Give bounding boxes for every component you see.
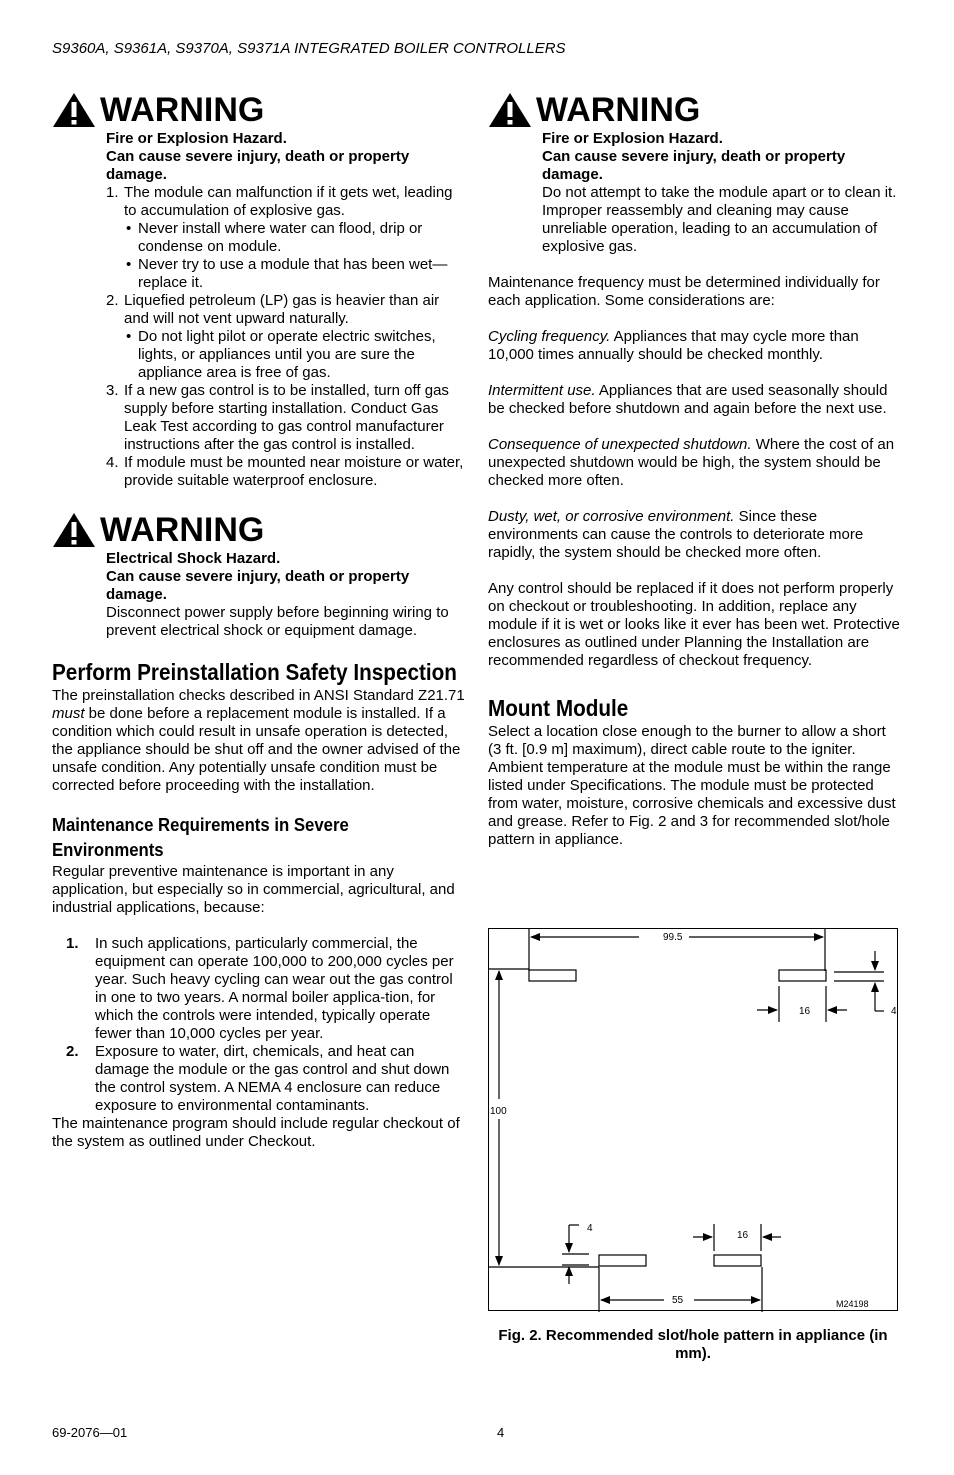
- warning-item: 3. If a new gas control is to be installed, turn off gas supply before starting installation. Conduct Gas Leak Test according to gas control manufacturer instructions after the gas control is installed.: [106, 382, 449, 453]
- hazard-line: Electrical Shock Hazard.: [106, 550, 281, 567]
- warning-title: WARNING: [100, 91, 265, 129]
- slot-pattern-drawing: [489, 929, 899, 1312]
- warning-body: [106, 130, 466, 490]
- dim-slot-bottom-label: 16: [737, 1230, 749, 1241]
- section-heading: Perform Preinstallation Safety Inspection: [52, 659, 457, 685]
- right-column: [488, 92, 902, 849]
- consideration-shutdown: Consequence of unexpected shutdown. Where the cost of an unexpected shutdown would be high, the system should be checked more often.: [488, 436, 895, 489]
- hazard-line: Fire or Explosion Hazard.: [542, 130, 723, 147]
- warning-box-electrical: [52, 512, 466, 640]
- warning-bullet: • Do not light pilot or operate electric switches, lights, or appliances until you are sure the appliance area is free of gas.: [126, 328, 436, 381]
- maintenance-item: 2. Exposure to water, dirt, chemicals, and heat can damage the module or the gas control and shut down the control system. A NEMA 4 enclosure can reduce exposure to environmental contaminants.: [66, 1043, 450, 1114]
- warning-triangle-icon: [52, 92, 96, 128]
- slot-pattern-figure: [488, 928, 898, 1311]
- warning-body: [106, 550, 466, 640]
- dim-gap-bottom-label: 4: [587, 1223, 593, 1234]
- dim-width-label: 99.5: [663, 932, 683, 943]
- warning-text: Disconnect power supply before beginning wiring to prevent electrical shock or equipment damage.: [106, 604, 449, 639]
- doc-number: 69-2076—01: [52, 1425, 128, 1440]
- warning-heading: [488, 92, 902, 128]
- warning-bullet: • Never install where water can flood, drip or condense on module.: [126, 220, 423, 255]
- warning-item: 4. If module must be mounted near moisture or water, provide suitable waterproof enclosure.: [106, 454, 464, 489]
- left-column: [52, 92, 466, 1151]
- warning-item: 1. The module can malfunction if it gets wet, leading to accumulation of explosive gas.: [106, 184, 453, 219]
- warning-box-fire: [52, 92, 466, 490]
- running-header: S9360A, S9361A, S9370A, S9371A INTEGRATED BOILER CONTROLLERS: [52, 40, 566, 57]
- preinstall-section: [52, 658, 466, 795]
- warning-text: Do not attempt to take the module apart or to clean it. Improper reassembly and cleaning may cause unreliable operation, leading to an accumulation of explosive gas.: [542, 184, 897, 255]
- dim-height-label: 100: [490, 1106, 507, 1117]
- warning-heading: [52, 92, 466, 128]
- frequency-intro: Maintenance frequency must be determined individually for each application. Some considerations are:: [488, 274, 880, 309]
- replace-paragraph: Any control should be replaced if it does not perform properly on checkout or troubleshooting. In addition, replace any module if it is wet or looks like it ever has been wet. Protective enclosures as outlined under Planning the Installation are recommended regardless of checkout frequency.: [488, 580, 900, 669]
- consequence-line: Can cause severe injury, death or property damage.: [106, 568, 410, 603]
- warning-title: WARNING: [536, 91, 701, 129]
- maintenance-item: 1. In such applications, particularly commercial, the equipment can operate 100,000 to 200,000 cycles per year. Such heavy cycling can wear out the gas control in one to two years. A normal boiler applica-tion, for which the controls were intended, typically operate fewer than 10,000 cycles per year.: [66, 935, 454, 1042]
- maintenance-outro: The maintenance program should include regular checkout of the system as outlined under Checkout.: [52, 1115, 460, 1150]
- maintenance-intro: Regular preventive maintenance is important in any application, but especially so in commercial, agricultural, and industrial applications, because:: [52, 863, 455, 916]
- warning-item: 2. Liquefied petroleum (LP) gas is heavier than air and will not vent upward naturally.: [106, 292, 440, 327]
- mount-section: [488, 694, 902, 849]
- warning-triangle-icon: [488, 92, 532, 128]
- consequence-line: Can cause severe injury, death or property damage.: [106, 148, 410, 183]
- page-number: 4: [497, 1425, 505, 1440]
- warning-triangle-icon: [52, 512, 96, 548]
- warning-heading: [52, 512, 466, 548]
- dim-slot-top-label: 16: [799, 1006, 811, 1017]
- warning-box-disassembly: [488, 92, 902, 256]
- mount-paragraph: Select a location close enough to the burner to allow a short (3 ft. [0.9 m] maximum), direct cable route to the igniter. Ambient temperature at the module must be within the range listed under Specifications. The module must be protected from water, moisture, corrosive chemicals and excessive dust and grease. Refer to Fig. 2 and 3 for recommended slot/hole pattern in appliance.: [488, 723, 896, 848]
- hazard-line: Fire or Explosion Hazard.: [106, 130, 287, 147]
- consequence-line: Can cause severe injury, death or property damage.: [542, 148, 846, 183]
- maintenance-section: [52, 813, 466, 1151]
- warning-bullet: • Never try to use a module that has been wet—replace it.: [126, 256, 448, 291]
- subsection-heading: Maintenance Requirements in Severe Environments: [52, 815, 349, 860]
- figure-caption: Fig. 2. Recommended slot/hole pattern in appliance (in mm).: [498, 1327, 888, 1362]
- consideration-intermittent: Intermittent use. Appliances that are used seasonally should be checked before shutdown and again before the next use.: [488, 382, 888, 417]
- section-heading: Mount Module: [488, 695, 629, 721]
- preinstall-paragraph: The preinstallation checks described in ANSI Standard Z21.71 must be done before a replacement module is installed. If a condition which could result in unsafe operation is detected, the appliance should be shut off and the owner advised of the unsafe condition. Any potentially unsafe condition must be corrected before proceeding with the installation.: [52, 687, 465, 794]
- warning-title: WARNING: [100, 511, 265, 549]
- consideration-environment: Dusty, wet, or corrosive environment. Since these environments can cause the controls to deteriorate more rapidly, the system should be checked more often.: [488, 508, 864, 561]
- dim-bottom-label: 55: [672, 1295, 684, 1306]
- dim-gap-top-label: 4: [891, 1006, 897, 1017]
- figure-code: M24198: [836, 1299, 869, 1309]
- warning-body: [542, 130, 902, 256]
- consideration-cycling: Cycling frequency. Appliances that may cycle more than 10,000 times annually should be checked monthly.: [488, 328, 859, 363]
